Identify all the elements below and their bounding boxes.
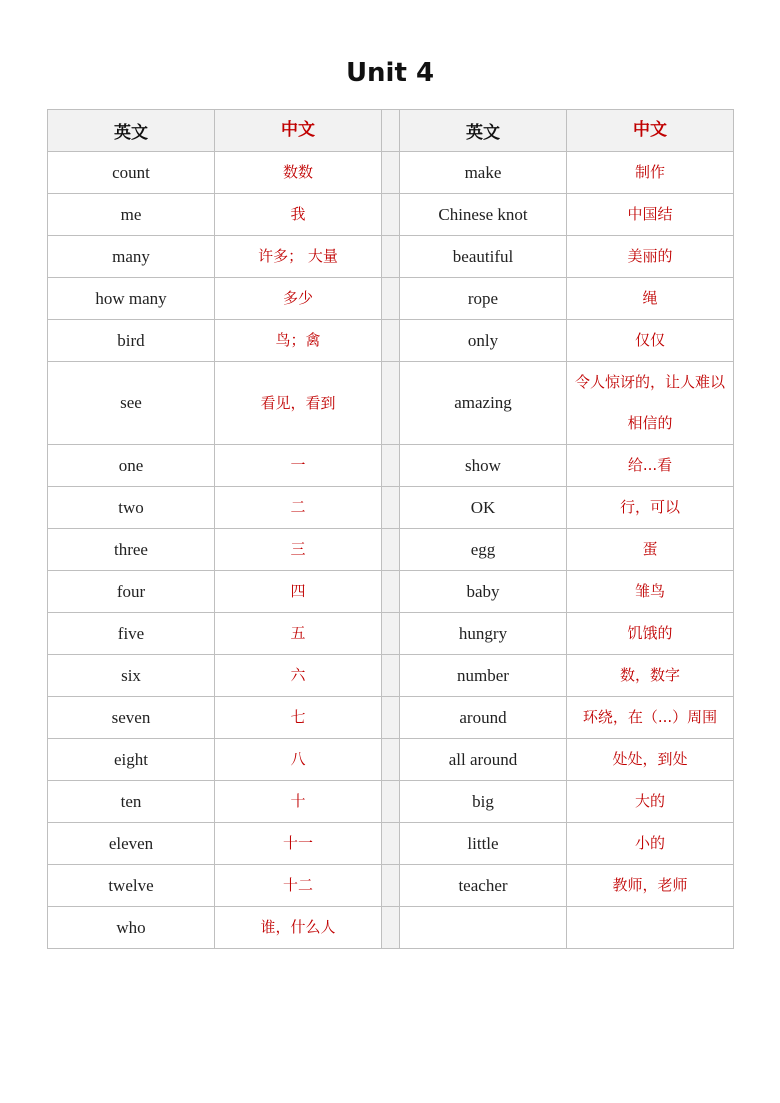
table-row bbox=[48, 320, 734, 362]
word-chinese-left: 六 bbox=[215, 655, 382, 697]
word-chinese-right bbox=[567, 907, 734, 949]
word-english-right: OK bbox=[400, 487, 567, 529]
word-chinese-right: 美丽的 bbox=[567, 236, 734, 278]
word-english-left: count bbox=[48, 152, 215, 194]
word-chinese-right: 数，数字 bbox=[567, 655, 734, 697]
word-chinese-left: 四 bbox=[215, 571, 382, 613]
word-english-left: who bbox=[48, 907, 215, 949]
word-chinese-left: 十 bbox=[215, 781, 382, 823]
word-chinese-left: 看见，看到 bbox=[215, 362, 382, 445]
table-row bbox=[48, 823, 734, 865]
word-chinese-right: 给...看 bbox=[567, 445, 734, 487]
word-english-left: seven bbox=[48, 697, 215, 739]
word-english-left: six bbox=[48, 655, 215, 697]
word-chinese-left: 二 bbox=[215, 487, 382, 529]
word-chinese-left: 谁，什么人 bbox=[215, 907, 382, 949]
word-english-right: big bbox=[400, 781, 567, 823]
word-english-left: one bbox=[48, 445, 215, 487]
word-chinese-left: 五 bbox=[215, 613, 382, 655]
word-english-left: three bbox=[48, 529, 215, 571]
word-english-right: Chinese knot bbox=[400, 194, 567, 236]
column-gap bbox=[382, 781, 400, 823]
word-english-right: baby bbox=[400, 571, 567, 613]
word-chinese-right: 小的 bbox=[567, 823, 734, 865]
word-english-right: beautiful bbox=[400, 236, 567, 278]
table-row bbox=[48, 194, 734, 236]
word-chinese-left: 一 bbox=[215, 445, 382, 487]
word-english-right bbox=[400, 907, 567, 949]
column-gap bbox=[382, 194, 400, 236]
word-chinese-right: 中国结 bbox=[567, 194, 734, 236]
table-row bbox=[48, 655, 734, 697]
column-gap bbox=[382, 697, 400, 739]
column-gap bbox=[382, 320, 400, 362]
word-english-right: teacher bbox=[400, 865, 567, 907]
word-english-right: amazing bbox=[400, 362, 567, 445]
word-chinese-right: 制作 bbox=[567, 152, 734, 194]
word-english-right: number bbox=[400, 655, 567, 697]
word-english-right: only bbox=[400, 320, 567, 362]
table-row bbox=[48, 613, 734, 655]
word-english-left: four bbox=[48, 571, 215, 613]
word-chinese-right: 令人惊讶的，让人难以相信的 bbox=[567, 362, 734, 445]
table-row bbox=[48, 571, 734, 613]
word-chinese-left: 鸟；禽 bbox=[215, 320, 382, 362]
word-english-right: hungry bbox=[400, 613, 567, 655]
table-row bbox=[48, 445, 734, 487]
word-english-left: how many bbox=[48, 278, 215, 320]
column-gap bbox=[382, 110, 400, 152]
column-gap bbox=[382, 152, 400, 194]
column-gap bbox=[382, 362, 400, 445]
word-english-left: many bbox=[48, 236, 215, 278]
column-gap bbox=[382, 278, 400, 320]
word-chinese-right: 绳 bbox=[567, 278, 734, 320]
column-gap bbox=[382, 487, 400, 529]
word-english-right: make bbox=[400, 152, 567, 194]
word-chinese-right: 大的 bbox=[567, 781, 734, 823]
column-gap bbox=[382, 739, 400, 781]
table-row bbox=[48, 739, 734, 781]
word-english-right: show bbox=[400, 445, 567, 487]
page-title: Unit 4 bbox=[345, 58, 435, 88]
word-english-left: ten bbox=[48, 781, 215, 823]
word-chinese-right: 行，可以 bbox=[567, 487, 734, 529]
word-english-right: egg bbox=[400, 529, 567, 571]
word-english-right: all around bbox=[400, 739, 567, 781]
header-chinese-left: 中文 bbox=[215, 110, 382, 152]
word-chinese-left: 多少 bbox=[215, 278, 382, 320]
table-row bbox=[48, 781, 734, 823]
word-chinese-right: 处处，到处 bbox=[567, 739, 734, 781]
header-english-right: 英文 bbox=[400, 110, 567, 152]
table-row bbox=[48, 697, 734, 739]
column-gap bbox=[382, 529, 400, 571]
word-chinese-left: 十二 bbox=[215, 865, 382, 907]
word-english-right: around bbox=[400, 697, 567, 739]
column-gap bbox=[382, 571, 400, 613]
word-english-left: bird bbox=[48, 320, 215, 362]
table-row bbox=[48, 907, 734, 949]
word-chinese-right: 雏鸟 bbox=[567, 571, 734, 613]
column-gap bbox=[382, 655, 400, 697]
word-english-right: little bbox=[400, 823, 567, 865]
table-row bbox=[48, 362, 734, 445]
word-english-left: see bbox=[48, 362, 215, 445]
column-gap bbox=[382, 823, 400, 865]
word-chinese-left: 三 bbox=[215, 529, 382, 571]
word-english-left: twelve bbox=[48, 865, 215, 907]
column-gap bbox=[382, 907, 400, 949]
word-chinese-right: 教师，老师 bbox=[567, 865, 734, 907]
vocabulary-table bbox=[47, 109, 734, 949]
table-row bbox=[48, 529, 734, 571]
column-gap bbox=[382, 865, 400, 907]
header-english-left: 英文 bbox=[48, 110, 215, 152]
table-header-row bbox=[48, 110, 734, 152]
word-english-left: five bbox=[48, 613, 215, 655]
word-chinese-right: 饥饿的 bbox=[567, 613, 734, 655]
word-english-left: me bbox=[48, 194, 215, 236]
word-english-left: two bbox=[48, 487, 215, 529]
word-chinese-left: 数数 bbox=[215, 152, 382, 194]
word-chinese-right: 环绕，在（...）周围 bbox=[567, 697, 734, 739]
table-row bbox=[48, 865, 734, 907]
word-chinese-left: 十一 bbox=[215, 823, 382, 865]
word-chinese-left: 我 bbox=[215, 194, 382, 236]
word-english-left: eight bbox=[48, 739, 215, 781]
header-chinese-right: 中文 bbox=[567, 110, 734, 152]
table-row bbox=[48, 278, 734, 320]
word-chinese-right: 蛋 bbox=[567, 529, 734, 571]
table-row bbox=[48, 236, 734, 278]
word-english-right: rope bbox=[400, 278, 567, 320]
column-gap bbox=[382, 236, 400, 278]
column-gap bbox=[382, 613, 400, 655]
table-row bbox=[48, 152, 734, 194]
word-chinese-left: 八 bbox=[215, 739, 382, 781]
word-chinese-left: 许多； 大量 bbox=[215, 236, 382, 278]
word-english-left: eleven bbox=[48, 823, 215, 865]
table-row bbox=[48, 487, 734, 529]
word-chinese-left: 七 bbox=[215, 697, 382, 739]
column-gap bbox=[382, 445, 400, 487]
word-chinese-right: 仅仅 bbox=[567, 320, 734, 362]
